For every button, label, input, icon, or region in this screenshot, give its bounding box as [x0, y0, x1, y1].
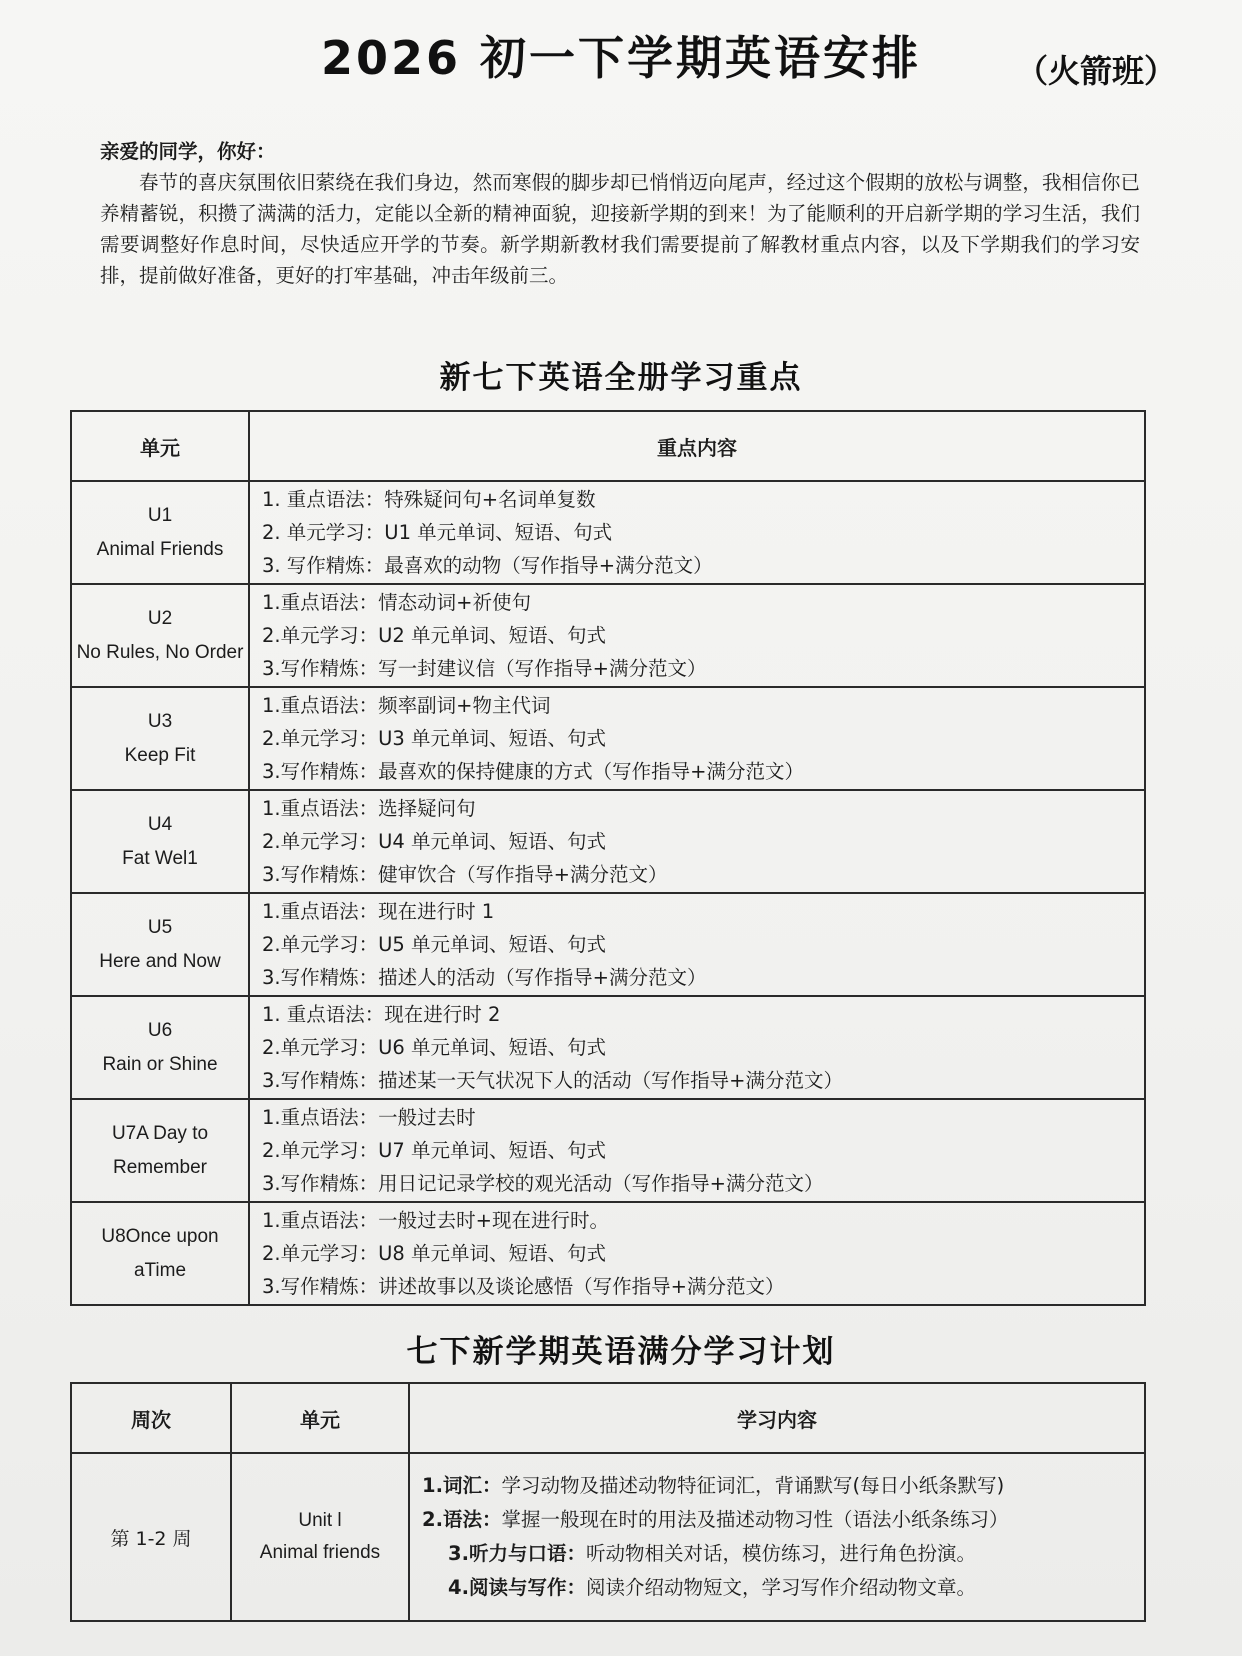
focus-table-header-row [71, 411, 1145, 481]
unit-name: Keep Fit [124, 744, 196, 766]
plan-header-content: 学习内容 [409, 1383, 1145, 1453]
focus-header-unit: 单元 [71, 411, 249, 481]
content-item: 1. 重点语法：现在进行时 2 [262, 1003, 501, 1026]
content-item: 2. 单元学习：U1 单元单词、短语、句式 [262, 521, 613, 544]
content-item: 1. 重点语法：特殊疑问句+名词单复数 [262, 488, 596, 511]
unit-code: U6 [147, 1019, 173, 1041]
unit-name: Remember [113, 1156, 207, 1178]
plan-table-header-row [71, 1383, 1145, 1453]
content-item: 2.单元学习：U8 单元单词、短语、句式 [262, 1242, 606, 1265]
unit-code: U2 [147, 607, 173, 629]
content-item: 3.写作精炼：讲述故事以及谈论感悟（写作指导+满分范文） [262, 1275, 785, 1298]
table-row [71, 481, 1145, 584]
content-item: 2.单元学习：U3 单元单词、短语、句式 [262, 727, 606, 750]
table-row [71, 996, 1145, 1099]
plan-item [422, 1537, 1144, 1571]
content-item: 2.单元学习：U7 单元单词、短语、句式 [262, 1139, 606, 1162]
plan-item-label: 1.词汇： [422, 1474, 502, 1497]
unit-cell [71, 1099, 249, 1202]
unit-code: Unit l [298, 1510, 342, 1531]
unit-code: U7A Day to [111, 1122, 209, 1144]
week-cell: 第 1-2 周 [71, 1453, 231, 1621]
unit-cell [71, 1202, 249, 1305]
unit-code: U4 [147, 813, 173, 835]
plan-cell [409, 1453, 1145, 1621]
table-row [71, 687, 1145, 790]
unit-code: U1 [147, 504, 173, 526]
content-item: 3.写作精炼：描述某一天气状况下人的活动（写作指导+满分范文） [262, 1069, 843, 1092]
plan-item [422, 1503, 1144, 1537]
unit-name: Fat Wel1 [122, 847, 198, 869]
class-tag: （火箭班） [1015, 52, 1176, 90]
plan-table [70, 1382, 1146, 1622]
unit-name: Animal friends [259, 1542, 381, 1563]
content-item: 3.写作精炼：最喜欢的保持健康的方式（写作指导+满分范文） [262, 760, 804, 783]
page-title: 2026 初一下学期英语安排 [320, 31, 922, 85]
unit-cell [71, 481, 249, 584]
unit-cell [71, 584, 249, 687]
content-item: 1.重点语法：现在进行时 1 [262, 900, 495, 923]
plan-item-text: 听动物相关对话，模仿练习，进行角色扮演。 [585, 1542, 976, 1565]
content-item: 3.写作精炼：描述人的活动（写作指导+满分范文） [262, 966, 707, 989]
unit-name: Animal Friends [96, 538, 224, 560]
unit-code: U3 [147, 710, 173, 732]
table-row [71, 1099, 1145, 1202]
plan-header-week: 周次 [71, 1383, 231, 1453]
content-cell [249, 481, 1145, 584]
unit-name: Rain or Shine [102, 1053, 218, 1075]
content-item: 3.写作精炼：写一封建议信（写作指导+满分范文） [262, 657, 707, 680]
plan-item-text: 阅读介绍动物短文，学习写作介绍动物文章。 [585, 1576, 976, 1599]
focus-table [70, 410, 1146, 1306]
table-row [71, 893, 1145, 996]
content-cell [249, 790, 1145, 893]
plan-item [422, 1571, 1144, 1605]
content-cell [249, 996, 1145, 1099]
content-item: 1.重点语法：一般过去时 [262, 1106, 476, 1129]
plan-item-text: 掌握一般现在时的用法及描述动物习性（语法小纸条练习） [501, 1508, 1009, 1531]
focus-section-title: 新七下英语全册学习重点 [439, 360, 803, 396]
content-cell [249, 893, 1145, 996]
unit-cell [71, 893, 249, 996]
content-item: 1.重点语法：频率副词+物主代词 [262, 694, 551, 717]
unit-code: U8Once upon [101, 1225, 219, 1247]
letter-body: 春节的喜庆氛围依旧萦绕在我们身边，然而寒假的脚步却已悄悄迈向尾声，经过这个假期的放松与调整，我相信你已养精蓄锐，积攒了满满的活力，定能以全新的精神面貌，迎接新学期的到来！为了能顺利的开启新学期的学习生活，我们需要调整好作息时间，尽快适应开学的节奏。新学期新教材我们需要提前了解教材重点内容，以及下学期我们的学习安排，提前做好准备，更好的打牢基础，冲击年级前三。 [100, 171, 1140, 287]
content-item: 2.单元学习：U5 单元单词、短语、句式 [262, 933, 606, 956]
content-item: 2.单元学习：U4 单元单词、短语、句式 [262, 830, 606, 853]
content-item: 3.写作精炼：用日记记录学校的观光活动（写作指导+满分范文） [262, 1172, 824, 1195]
plan-header-unit: 单元 [231, 1383, 409, 1453]
content-item: 2.单元学习：U6 单元单词、短语、句式 [262, 1036, 606, 1059]
plan-item [422, 1469, 1144, 1503]
content-item: 2.单元学习：U2 单元单词、短语、句式 [262, 624, 606, 647]
unit-name: aTime [133, 1259, 187, 1281]
letter-greeting: 亲爱的同学，你好： [100, 140, 276, 163]
table-row [71, 584, 1145, 687]
plan-item-label: 3.听力与口语： [448, 1542, 586, 1565]
plan-item-text: 学习动物及描述动物特征词汇，背诵默写(每日小纸条默写) [501, 1474, 1005, 1497]
content-cell [249, 1099, 1145, 1202]
content-item: 1.重点语法：选择疑问句 [262, 797, 476, 820]
plan-item-label: 2.语法： [422, 1508, 502, 1531]
plan-item-label: 4.阅读与写作： [448, 1576, 586, 1599]
letter-section [100, 136, 1140, 291]
content-item: 3.写作精炼：健审饮合（写作指导+满分范文） [262, 863, 668, 886]
unit-cell [71, 996, 249, 1099]
plan-section-title: 七下新学期英语满分学习计划 [406, 1334, 836, 1370]
unit-code: U5 [147, 916, 173, 938]
unit-cell [71, 790, 249, 893]
focus-header-content: 重点内容 [249, 411, 1145, 481]
unit-name: No Rules, No Order [76, 641, 244, 663]
unit-name: Here and Now [99, 950, 221, 972]
table-row [71, 1453, 1145, 1621]
content-item: 3. 写作精炼：最喜欢的动物（写作指导+满分范文） [262, 554, 713, 577]
content-item: 1.重点语法：情态动词+祈使句 [262, 591, 531, 614]
content-cell [249, 584, 1145, 687]
table-row [71, 1202, 1145, 1305]
content-cell [249, 687, 1145, 790]
content-item: 1.重点语法：一般过去时+现在进行时。 [262, 1209, 609, 1232]
content-cell [249, 1202, 1145, 1305]
unit-cell [71, 687, 249, 790]
unit-cell [231, 1453, 409, 1621]
table-row [71, 790, 1145, 893]
